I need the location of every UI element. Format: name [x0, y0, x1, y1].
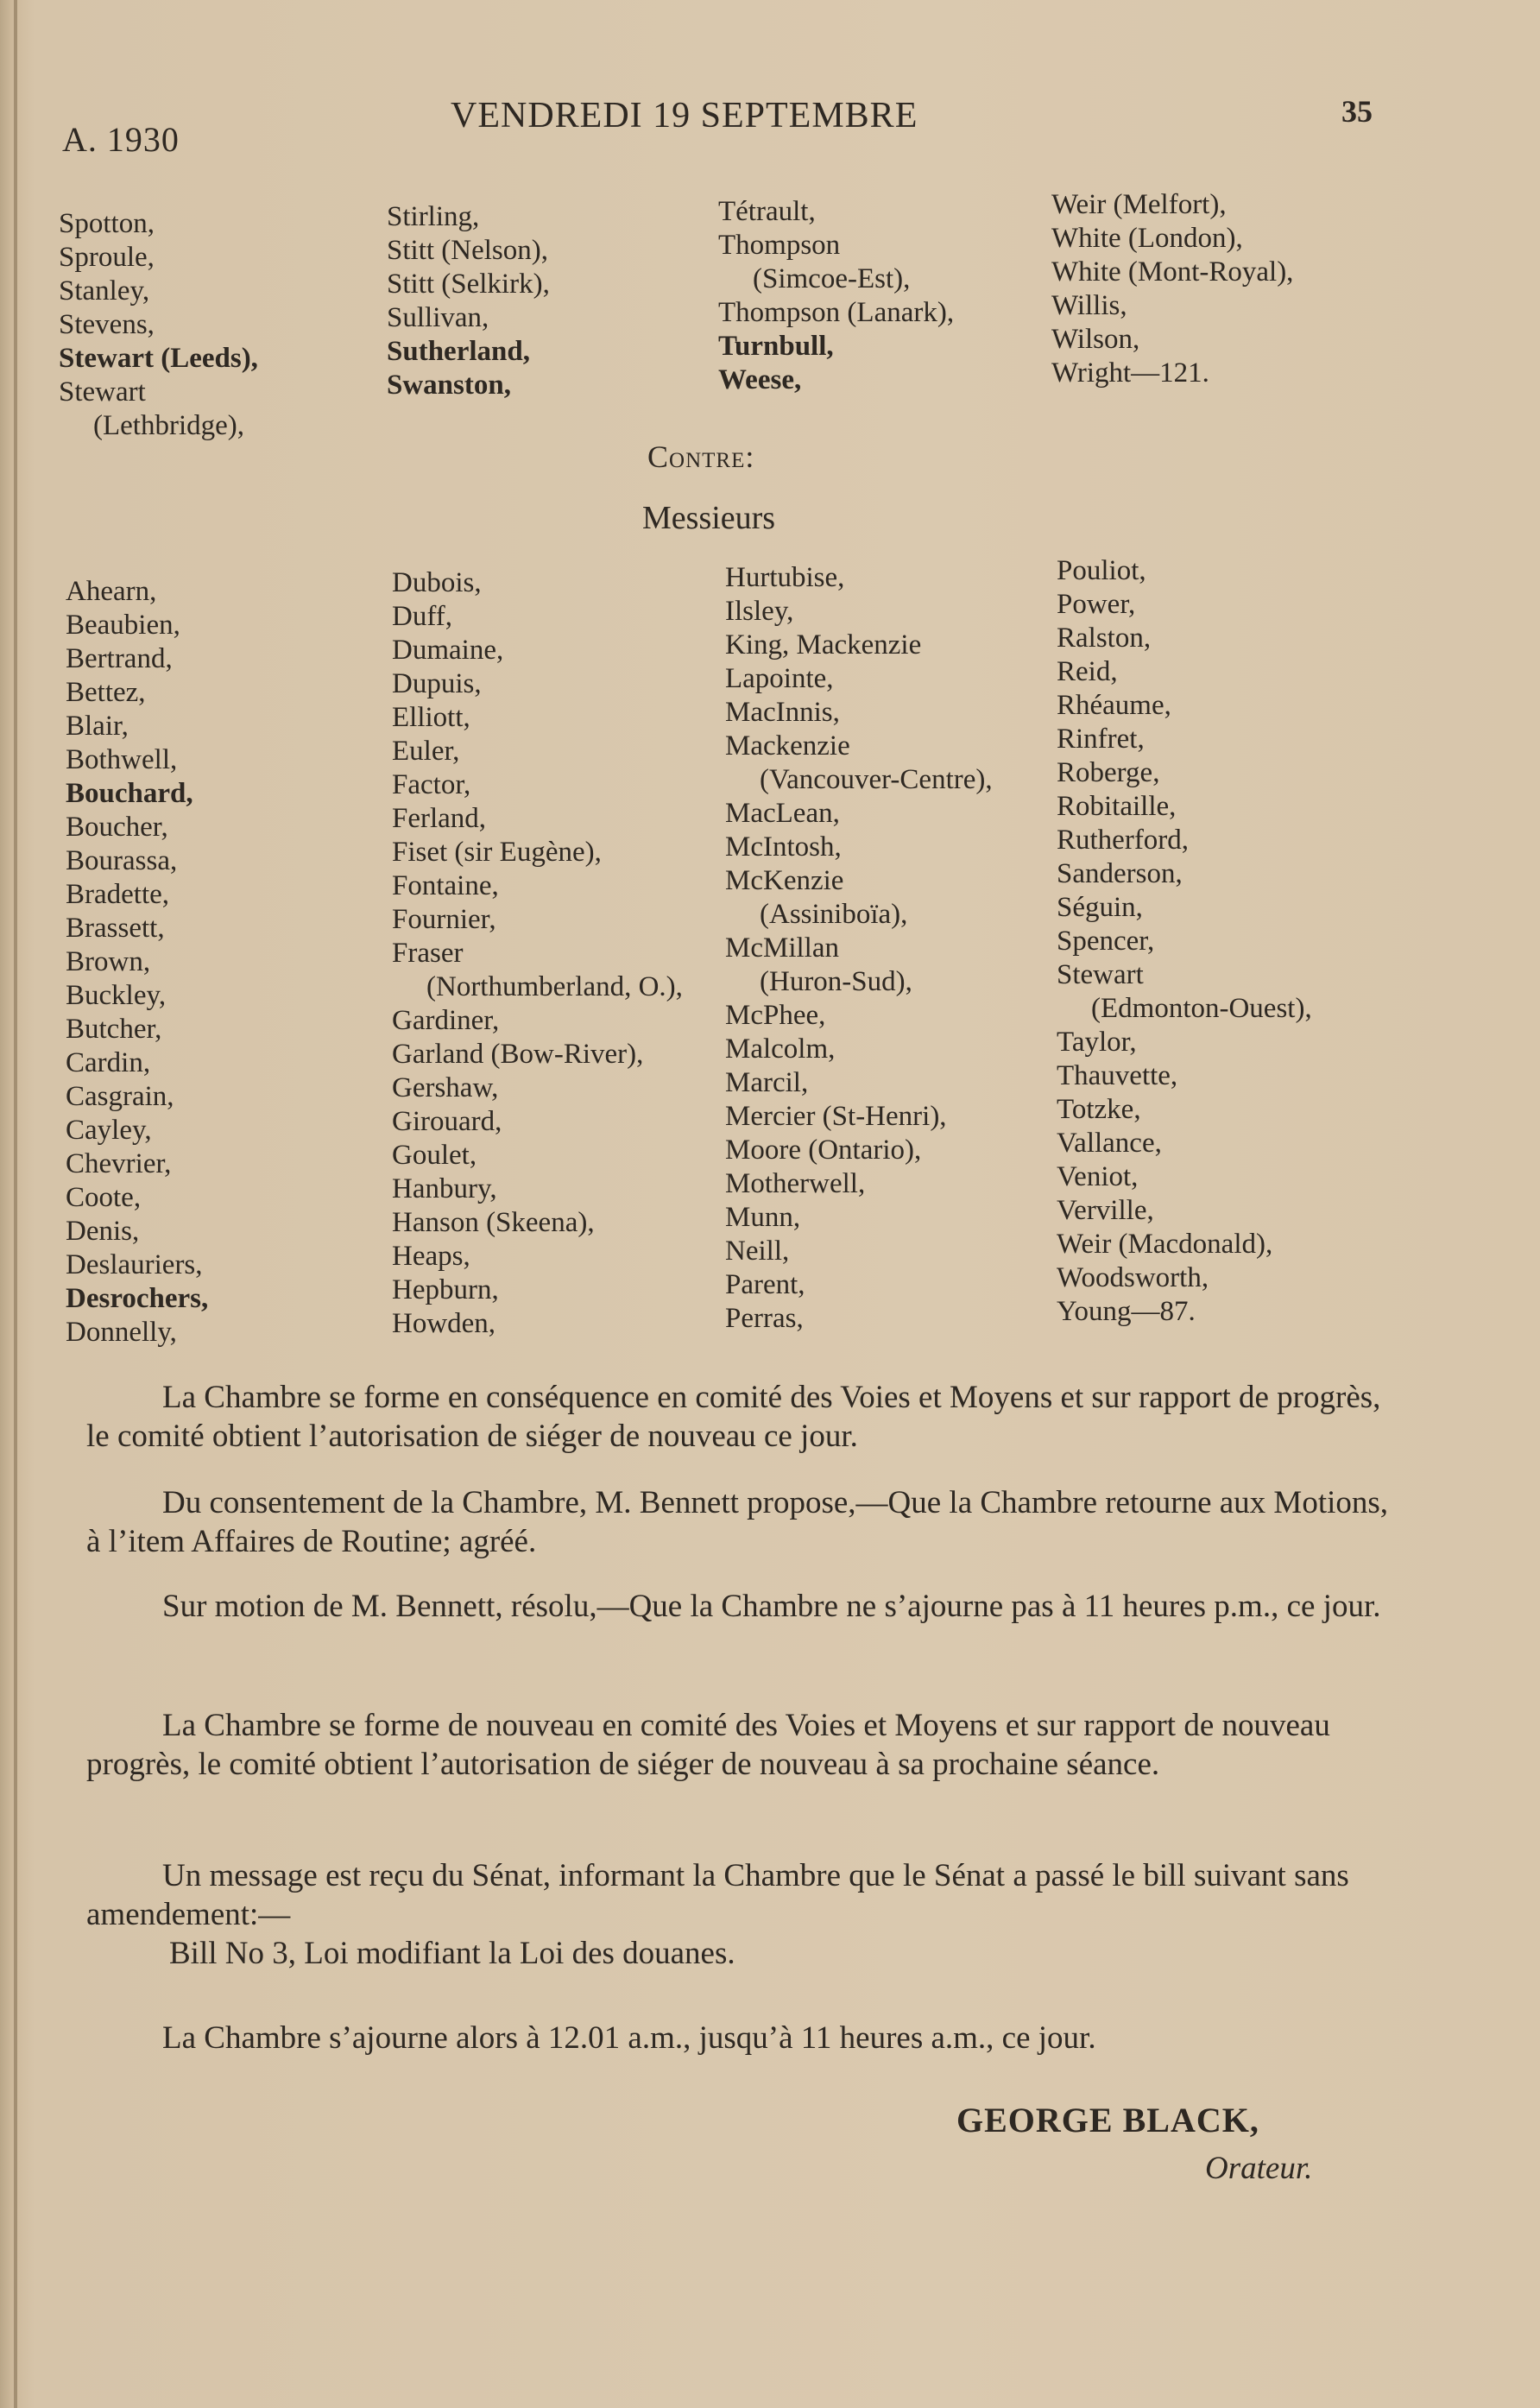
member-name: Tétrault,	[718, 196, 816, 227]
proceeding-paragraph	[86, 1706, 1398, 1784]
member-name: Thauvette,	[1057, 1060, 1178, 1091]
member-name: Rutherford,	[1057, 825, 1190, 856]
pour-column-4	[1051, 188, 1293, 390]
member-name: Mercier (St-Henri),	[725, 1101, 947, 1132]
member-name: Bradette,	[66, 879, 170, 910]
member-name: Stitt (Selkirk),	[387, 269, 550, 300]
member-name: Goulet,	[392, 1140, 477, 1171]
member-name: Willis,	[1051, 290, 1127, 321]
member-name: Boucher,	[66, 812, 168, 843]
paragraph-text: Sur motion de M. Bennett, résolu,—Que la Chambre ne s’ajourne pas à 11 heures p.m., ce jour.	[162, 1589, 1381, 1624]
member-name: Motherwell,	[725, 1168, 866, 1199]
proceeding-paragraph	[86, 1483, 1398, 1561]
member-riding: (Huron-Sud),	[760, 966, 912, 997]
member-name: Bettez,	[66, 677, 146, 708]
member-name: Taylor,	[1057, 1027, 1137, 1058]
member-name: Beaubien,	[66, 610, 180, 641]
session-year: A. 1930	[62, 120, 180, 159]
member-name: Power,	[1057, 589, 1136, 620]
member-name: Brown,	[66, 946, 151, 977]
member-name: Euler,	[392, 736, 460, 767]
member-name: Swanston,	[387, 370, 511, 401]
member-name: Rhéaume,	[1057, 690, 1171, 721]
member-name: Butcher,	[66, 1014, 162, 1045]
member-name: Veniot,	[1057, 1161, 1139, 1192]
paragraph-text: Du consentement de la Chambre, M. Bennett propose,—Que la Chambre retourne aux Motions, à l’item Affaires de Routine; agréé.	[86, 1485, 1389, 1559]
member-name: Hepburn,	[392, 1274, 499, 1305]
member-name: Dubois,	[392, 567, 482, 598]
member-name: Spencer,	[1057, 926, 1155, 957]
bill-line: Bill No 3, Loi modifiant la Loi des douanes.	[169, 1936, 735, 1971]
page-date-title: VENDREDI 19 SEPTEMBRE	[451, 96, 918, 136]
member-name: Hanson (Skeena),	[392, 1207, 595, 1238]
member-name: Chevrier,	[66, 1148, 172, 1179]
member-name: Lapointe,	[725, 663, 834, 694]
binding-fold	[14, 0, 17, 2408]
member-name: King, Mackenzie	[725, 629, 922, 660]
contre-column-3	[725, 561, 993, 1336]
member-name: Wilson,	[1051, 324, 1140, 355]
pour-column-1	[59, 207, 258, 443]
contre-column-2	[392, 566, 683, 1341]
member-name: Denis,	[66, 1216, 140, 1247]
member-name: Cardin,	[66, 1047, 151, 1078]
member-name: Vallance,	[1057, 1128, 1162, 1159]
member-name: Hurtubise,	[725, 562, 845, 593]
member-name: Hanbury,	[392, 1173, 497, 1204]
member-name: Garland (Bow-River),	[392, 1039, 644, 1070]
member-name: Moore (Ontario),	[725, 1134, 922, 1166]
contre-column-4	[1057, 554, 1312, 1329]
member-name: Deslauriers,	[66, 1249, 203, 1280]
member-name: Gershaw,	[392, 1072, 499, 1103]
member-name: Blair,	[66, 711, 129, 742]
member-name: Fiset (sir Eugène),	[392, 837, 602, 868]
member-name: Heaps,	[392, 1241, 470, 1272]
member-name: Turnbull,	[718, 331, 834, 362]
member-name: Stanley,	[59, 275, 150, 307]
member-name: Ralston,	[1057, 623, 1152, 654]
member-name: Sanderson,	[1057, 858, 1183, 889]
member-name: Fraser	[392, 938, 464, 969]
proceeding-paragraph	[86, 2019, 1398, 2057]
member-name: Desrochers,	[66, 1283, 209, 1314]
member-name: Munn,	[725, 1202, 801, 1233]
page-header	[62, 86, 1385, 159]
member-name: Malcolm,	[725, 1033, 836, 1065]
member-name: Duff,	[392, 601, 452, 632]
member-name: McIntosh,	[725, 831, 842, 863]
member-name: Gardiner,	[392, 1005, 500, 1036]
page-number: 35	[1341, 94, 1373, 129]
member-name: Stewart	[59, 376, 146, 408]
member-name: Reid,	[1057, 656, 1118, 687]
member-name: Perras,	[725, 1303, 804, 1334]
member-name: Fontaine,	[392, 870, 499, 901]
member-name: Weir (Macdonald),	[1057, 1229, 1273, 1260]
paragraph-text: La Chambre s’ajourne alors à 12.01 a.m., jusqu’à 11 heures a.m., ce jour.	[162, 2020, 1096, 2056]
paragraph-text: La Chambre se forme en conséquence en comité des Voies et Moyens et sur rapport de progrès, le comité obtient l’autorisation de siéger de nouveau ce jour.	[86, 1380, 1381, 1454]
member-name: White (Mont-Royal),	[1051, 256, 1294, 288]
member-name: Bouchard,	[66, 778, 193, 809]
member-name: MacInnis,	[725, 697, 840, 728]
member-name: Donnelly,	[66, 1317, 177, 1348]
member-name: Factor,	[392, 769, 471, 800]
messieurs-heading: Messieurs	[642, 500, 776, 536]
member-name: Dumaine,	[392, 635, 504, 666]
proceeding-paragraph	[86, 1856, 1398, 1973]
member-name: Woodsworth,	[1057, 1262, 1209, 1293]
member-name: McMillan	[725, 932, 839, 964]
member-name: Séguin,	[1057, 892, 1143, 923]
member-name: Thompson (Lanark),	[718, 297, 955, 328]
member-name: Weir (Melfort),	[1051, 189, 1227, 220]
member-name: Fournier,	[392, 904, 496, 935]
pour-column-3	[718, 195, 954, 397]
member-name: Ahearn,	[66, 576, 157, 607]
member-name: Sproule,	[59, 242, 155, 273]
member-name: Coote,	[66, 1182, 142, 1213]
member-name: Roberge,	[1057, 757, 1160, 788]
member-name: Bourassa,	[66, 845, 178, 876]
member-name: Spotton,	[59, 208, 155, 239]
member-name: McKenzie	[725, 865, 844, 896]
speaker-signature-name: GEORGE BLACK,	[956, 2101, 1259, 2139]
member-name: Bothwell,	[66, 744, 178, 775]
member-name: Dupuis,	[392, 668, 482, 699]
member-riding: (Lethbridge),	[93, 410, 245, 441]
member-name: White (London),	[1051, 223, 1243, 254]
member-riding: (Simcoe-Est),	[753, 263, 911, 294]
member-name: Mackenzie	[725, 730, 850, 762]
member-name: Neill,	[725, 1236, 790, 1267]
member-name: McPhee,	[725, 1000, 826, 1031]
member-riding: (Assiniboïa),	[760, 899, 908, 930]
member-name: Stitt (Nelson),	[387, 235, 548, 266]
contre-heading: Contre:	[647, 439, 755, 474]
member-name: Totzke,	[1057, 1094, 1141, 1125]
paragraph-text: Un message est reçu du Sénat, informant la Chambre que le Sénat a passé le bill suivant sans amendement:—	[86, 1858, 1349, 1932]
member-name: Verville,	[1057, 1195, 1154, 1226]
speaker-title: Orateur.	[1205, 2151, 1313, 2186]
member-name: Stewart (Leeds),	[59, 343, 258, 374]
proceeding-paragraph	[86, 1587, 1398, 1626]
contre-column-1	[66, 575, 208, 1349]
member-riding: (Vancouver-Centre),	[760, 764, 993, 795]
member-name: Stewart	[1057, 959, 1144, 990]
paragraph-text: La Chambre se forme de nouveau en comité des Voies et Moyens et sur rapport de nouveau progrès, le comité obtient l’autorisation de siéger de nouveau à sa prochaine séance.	[86, 1708, 1330, 1782]
member-name: Stirling,	[387, 201, 480, 232]
member-name: Robitaille,	[1057, 791, 1177, 822]
proceeding-paragraph	[86, 1378, 1398, 1456]
member-name: Bertrand,	[66, 643, 173, 674]
member-name: Cayley,	[66, 1115, 152, 1146]
pour-column-2	[387, 200, 550, 402]
member-name: Brassett,	[66, 913, 165, 944]
member-name: Thompson	[718, 230, 841, 261]
member-name: Howden,	[392, 1308, 496, 1339]
member-name: Ilsley,	[725, 596, 794, 627]
member-name: MacLean,	[725, 798, 840, 829]
member-name: Sutherland,	[387, 336, 530, 367]
member-name: Young—87.	[1057, 1296, 1196, 1327]
member-name: Weese,	[718, 364, 802, 395]
member-name: Wright—121.	[1051, 357, 1209, 389]
member-name: Sullivan,	[387, 302, 489, 333]
member-name: Stevens,	[59, 309, 155, 340]
member-name: Buckley,	[66, 980, 167, 1011]
member-name: Girouard,	[392, 1106, 502, 1137]
member-riding: (Edmonton-Ouest),	[1091, 993, 1312, 1024]
member-name: Parent,	[725, 1269, 805, 1300]
member-riding: (Northumberland, O.),	[426, 971, 683, 1002]
member-name: Casgrain,	[66, 1081, 174, 1112]
member-name: Elliott,	[392, 702, 470, 733]
member-name: Ferland,	[392, 803, 487, 834]
member-name: Marcil,	[725, 1067, 809, 1098]
member-name: Pouliot,	[1057, 555, 1146, 586]
member-name: Rinfret,	[1057, 724, 1145, 755]
